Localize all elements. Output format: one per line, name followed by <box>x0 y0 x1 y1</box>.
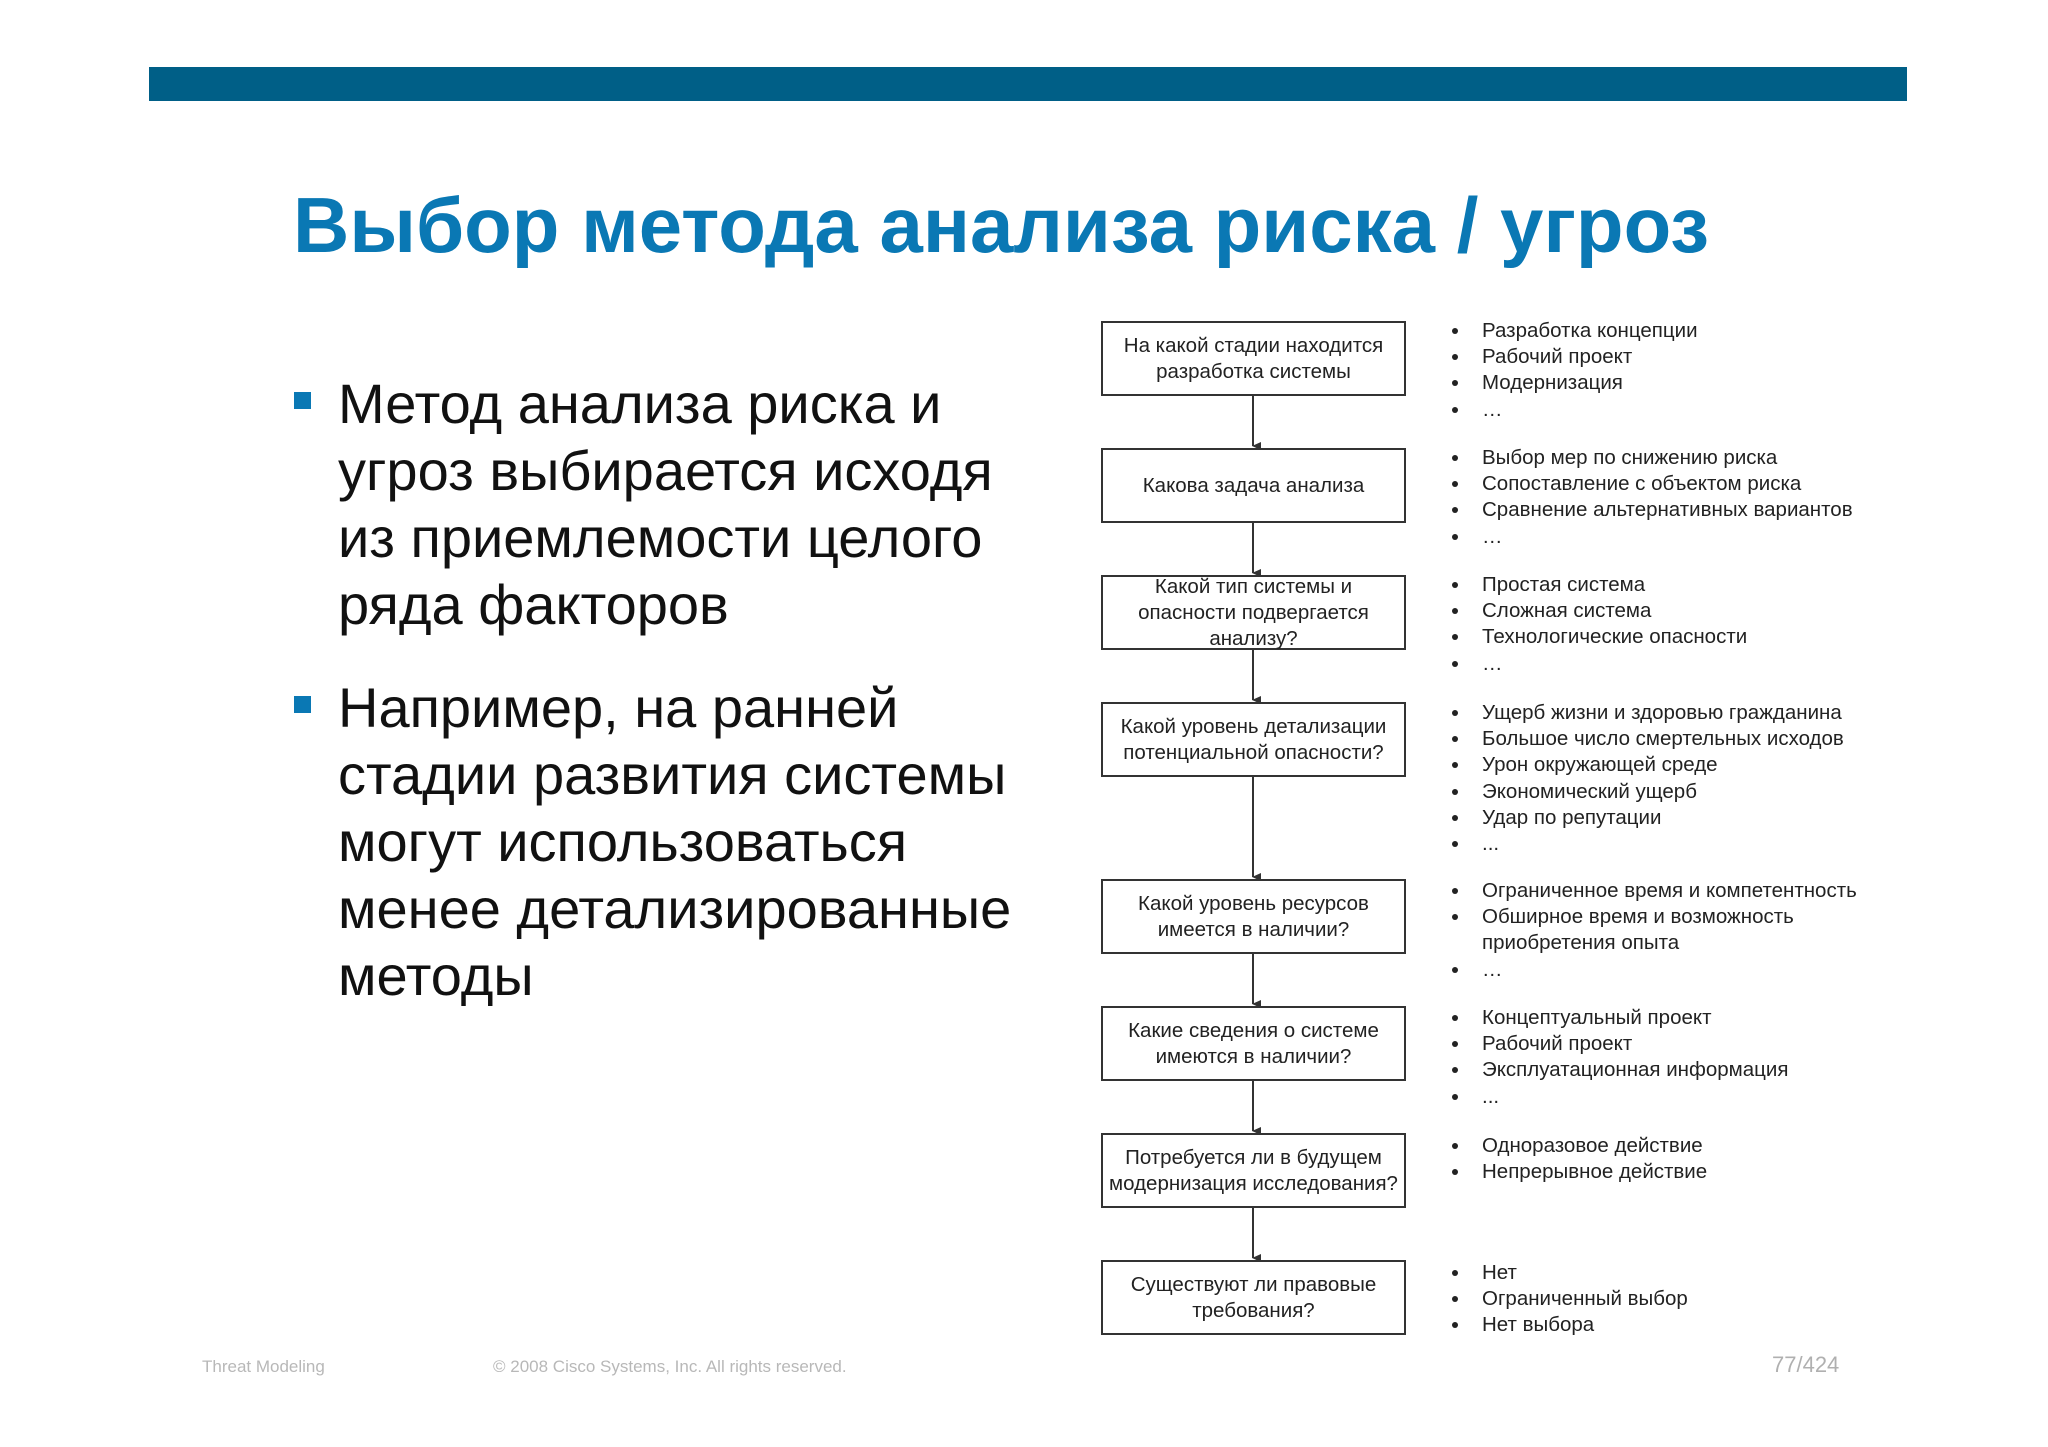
option-item: Рабочий проект <box>1448 344 1888 370</box>
option-item: Сопоставление с объектом риска <box>1448 471 1888 497</box>
option-item: Ущерб жизни и здоровью гражданина <box>1448 700 1888 726</box>
option-item: … <box>1448 397 1888 423</box>
option-item: Удар по репутации <box>1448 805 1888 831</box>
option-item: Простая система <box>1448 572 1888 598</box>
option-item: Эксплуатационная информация <box>1448 1057 1888 1083</box>
flow-step-resources: Какой уровень ресурсов имеется в наличии? <box>1101 879 1406 954</box>
option-item: … <box>1448 651 1888 677</box>
slide-title: Выбор метода анализа риска / угроз <box>293 181 1709 269</box>
option-item: Непрерывное действие <box>1448 1159 1888 1185</box>
option-item: Рабочий проект <box>1448 1031 1888 1057</box>
bullet-text: Метод анализа риска и угроз выбирается исходя из приемлемости целого ряда факторов <box>338 372 993 636</box>
option-item: Одноразовое действие <box>1448 1133 1888 1159</box>
option-item-continuation: приобретения опыта <box>1482 931 1680 955</box>
option-item: Ограниченное время и компетентность <box>1448 878 1888 904</box>
bullet-text: Например, на ранней стадии развития системы могут использоваться менее детализированные методы <box>338 676 1012 1007</box>
option-item: Разработка концепции <box>1448 318 1888 344</box>
option-item: Нет выбора <box>1448 1312 1888 1338</box>
flow-step-legal: Существуют ли правовые требования? <box>1101 1260 1406 1335</box>
flow-step-modernization: Потребуется ли в будущем модернизация исследования? <box>1101 1133 1406 1208</box>
options-list-legal <box>1448 1260 1888 1339</box>
option-item: Сложная система <box>1448 598 1888 624</box>
option-item: Выбор мер по снижению риска <box>1448 445 1888 471</box>
options-list-system-type <box>1448 572 1888 677</box>
option-item: Обширное время и возможность <box>1448 904 1888 930</box>
option-item: Модернизация <box>1448 370 1888 396</box>
flow-step-detail-level: Какой уровень детализации потенциальной опасности? <box>1101 702 1406 777</box>
option-item: ... <box>1448 831 1888 857</box>
option-item: Урон окружающей среде <box>1448 752 1888 778</box>
page-number: 77/424 <box>1772 1352 1840 1377</box>
option-item: ... <box>1448 1084 1888 1110</box>
footer-copyright: © 2008 Cisco Systems, Inc. All rights reserved. <box>493 1357 847 1376</box>
options-list-resources <box>1448 878 1888 983</box>
options-list-stage <box>1448 318 1888 423</box>
option-item: Нет <box>1448 1260 1888 1286</box>
options-list-information <box>1448 1005 1888 1110</box>
option-item: … <box>1448 524 1888 550</box>
options-list-task <box>1448 445 1888 550</box>
option-item: Сравнение альтернативных вариантов <box>1448 497 1888 523</box>
flow-step-task: Какова задача анализа <box>1101 448 1406 523</box>
option-item: Ограниченный выбор <box>1448 1286 1888 1312</box>
option-item: Экономический ущерб <box>1448 779 1888 805</box>
flow-step-system-type: Какой тип системы и опасности подвергается анализу? <box>1101 575 1406 650</box>
option-item: … <box>1448 957 1888 983</box>
footer-title: Threat Modeling <box>202 1357 325 1376</box>
option-item: Большое число смертельных исходов <box>1448 726 1888 752</box>
flow-step-information: Какие сведения о системе имеются в наличии? <box>1101 1006 1406 1081</box>
flow-step-stage: На какой стадии находится разработка системы <box>1101 321 1406 396</box>
options-list-detail-level <box>1448 700 1888 857</box>
option-item: Технологические опасности <box>1448 624 1888 650</box>
options-list-modernization <box>1448 1133 1888 1185</box>
option-item: Концептуальный проект <box>1448 1005 1888 1031</box>
